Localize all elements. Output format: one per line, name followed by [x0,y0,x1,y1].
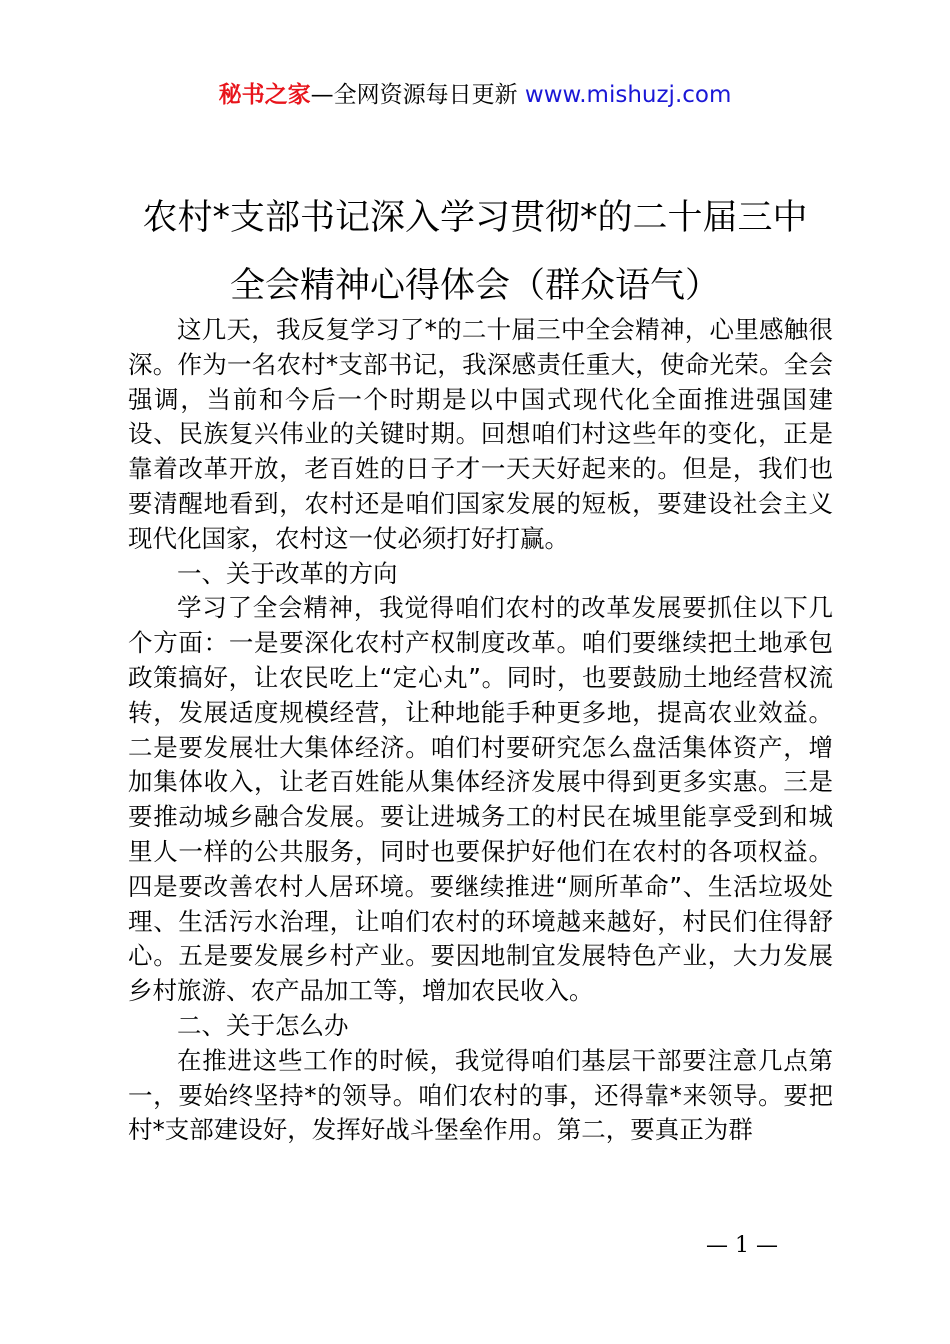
document-title-line-1: 农村*支部书记深入学习贯彻*的二十届三中 [142,198,808,238]
site-header [0,80,950,110]
brand-name: 秘书之家 [218,82,311,108]
site-url[interactable]: www.mishuzj.com [524,82,732,108]
paragraph-actions: 在推进这些工作的时候，我觉得咱们基层干部要注意几点第一，要始终坚持*的领导。咱们农村的事，还得靠*来领导。要把村*支部建设好，发挥好战斗堡垒作用。第二，要真正为群 [128,1045,833,1145]
section-heading-2: 二、关于怎么办 [177,1010,349,1040]
page-number: — 1 — [706,1233,778,1258]
document-body [128,313,833,1148]
section-heading-1: 一、关于改革的方向 [177,558,398,588]
paragraph-reform: 学习了全会精神，我觉得咱们农村的改革发展要抓住以下几个方面：一是要深化农村产权制度改革。咱们要继续把土地承包政策搞好，让农民吃上“定心丸”。同时，也要鼓励土地经营权流转，发展适度规模经营，让种地能手种更多地，提高农业效益。二是要发展壮大集体经济。咱们村要研究怎么盘活集体资产，增加集体收入，让老百姓能从集体经济发展中得到更多实惠。三是要推动城乡融合发展。要让进城务工的村民在城里能享受到和城里人一样的公共服务，同时也要保护好他们在农村的各项权益。四是要改善农村人居环境。要继续推进“厕所革命”、生活垃圾处理、生活污水治理，让咱们农村的环境越来越好，村民们住得舒心。五是要发展乡村产业。要因地制宜发展特色产业，大力发展乡村旅游、农产品加工等，增加农民收入。 [128,593,833,1006]
paragraph-intro: 这几天，我反复学习了*的二十届三中全会精神，心里感触很深。作为一名农村*支部书记，我深感责任重大，使命光荣。全会强调，当前和今后一个时期是以中国式现代化全面推进强国建设、民族复兴伟业的关键时期。回想咱们村这些年的变化，正是靠着改革开放，老百姓的日子才一天天好起来的。但是，我们也要清醒地看到，农村还是咱们国家发展的短板，要建设社会主义现代化国家，农村这一仗必须打好打赢。 [128,315,833,553]
header-slogan: —全网资源每日更新 [310,82,525,108]
document-title-line-2: 全会精神心得体会（群众语气） [229,266,720,306]
